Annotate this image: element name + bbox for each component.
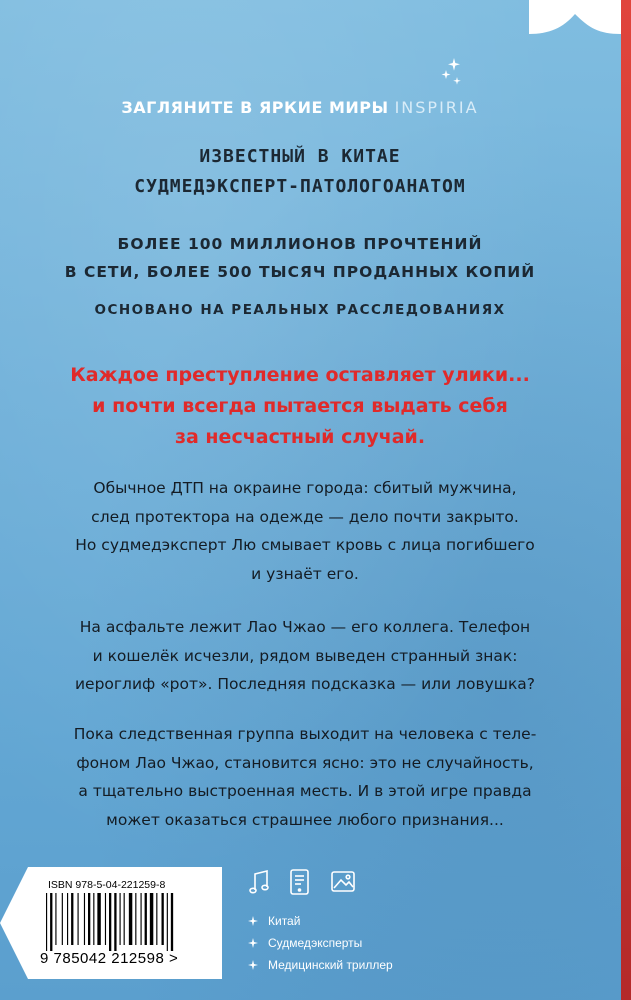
sales-stats: [0, 230, 600, 286]
author-headline: [0, 142, 600, 202]
barcode-bar: [167, 893, 168, 951]
barcode-bar: [55, 893, 56, 945]
barcode-bar: [78, 893, 79, 945]
barcode-bar: [84, 893, 85, 945]
barcode-bar: [135, 893, 136, 945]
sparkle-icon: [248, 960, 258, 970]
barcode-bar: [105, 893, 106, 945]
genre-tag: [248, 910, 393, 932]
barcode-bar: [120, 893, 121, 945]
synopsis-line: На асфальте лежит Лао Чжао — его коллега. Телефон: [79, 618, 531, 636]
synopsis-line: и узнаёт его.: [251, 564, 359, 583]
synopsis-line: а тщательно выстроенная месть. И в этой игре правда: [78, 782, 532, 800]
sparkle-icon: [248, 938, 258, 948]
barcode-bar: [109, 893, 111, 951]
barcode-bar: [145, 893, 147, 945]
based-on-real-events: ОСНОВАНО НА РЕАЛЬНЫХ РАССЛЕДОВАНИЯХ: [94, 302, 506, 318]
series-slogan: ЗАГЛЯНИТЕ В ЯРКИЕ МИРЫ: [121, 98, 389, 117]
genre-tag: [248, 932, 393, 954]
barcode-bar: [97, 893, 100, 945]
genre-tag-label: Китай: [268, 914, 301, 928]
barcode-bar: [88, 893, 90, 945]
genre-tags: [248, 910, 393, 976]
synopsis-line: Обычное ДТП на окраине города: сбитый мужчина,: [93, 479, 517, 497]
synopsis-line: иероглиф «рот». Последняя подсказка — или ловушка?: [74, 675, 536, 693]
red-edge-strip: [621, 0, 631, 1000]
synopsis-line: след протектора на одежде — дело почти закрыто.: [91, 507, 519, 526]
barcode-bar: [71, 893, 73, 945]
barcode-bar: [124, 893, 125, 945]
barcode-bar: [50, 893, 52, 951]
barcode: [44, 893, 204, 951]
genre-tag-label: Медицинский триллер: [268, 958, 393, 972]
bookmark-tab: [529, 0, 621, 34]
synopsis-line: фоном Лао Чжао, становится ясно: это не случайность,: [76, 753, 534, 772]
barcode-bar: [93, 893, 94, 945]
synopsis-line: может оказаться страшнее любого признания...: [106, 810, 504, 829]
barcode-bar: [46, 893, 47, 951]
tagline-line: и почти всегда пытается выдать себя: [92, 395, 508, 417]
image-icon: [332, 872, 354, 891]
synopsis-paragraph-1: [20, 474, 590, 588]
synopsis-line: Но судмедэксперт Лю смывает кровь с лица погибшего: [75, 536, 535, 554]
genre-tag: [248, 954, 393, 976]
genre-tag-label: Судмедэксперты: [268, 936, 363, 950]
tagline-line: за несчастный случай.: [174, 426, 426, 448]
barcode-bar: [156, 893, 157, 945]
barcode-bar: [162, 893, 164, 945]
headline-line: СУДМЕДЭКСПЕРТ-ПАТОЛОГОАНАТОМ: [134, 176, 466, 197]
barcode-bar: [150, 893, 153, 945]
synopsis-paragraph-2: [20, 613, 590, 699]
synopsis-paragraph-3: [20, 720, 590, 834]
barcode-bar: [129, 893, 132, 945]
publisher-series-line: [0, 98, 600, 117]
synopsis-line: Пока следственная группа выходит на человека с теле-: [73, 725, 537, 743]
red-tagline: [0, 360, 600, 453]
inspiria-logo: INSPIRIA: [394, 98, 479, 117]
isbn-text: ISBN 978-5-04-221259-8: [48, 879, 166, 891]
barcode-bar: [67, 893, 68, 945]
headline-line: ИЗВЕСТНЫЙ В КИТАЕ: [199, 146, 401, 167]
sparkle-stars-icon: [440, 58, 464, 88]
tagline-line: Каждое преступление оставляет улики...: [70, 364, 530, 386]
barcode-bar: [171, 893, 173, 951]
music-note-icon: [250, 871, 268, 893]
stats-line: БОЛЕЕ 100 МИЛЛИОНОВ ПРОЧТЕНИЙ: [117, 235, 483, 253]
format-icons: [248, 868, 366, 898]
sparkle-icon: [248, 916, 258, 926]
barcode-bar: [62, 893, 63, 945]
synopsis-line: и кошелёк исчезли, рядом выведен странный знак:: [92, 646, 518, 665]
barcode-bar: [114, 893, 116, 951]
barcode-number: 9 785042 212598 >: [40, 950, 179, 967]
ebook-icon: [291, 870, 308, 894]
stats-line: В СЕТИ, БОЛЕЕ 500 ТЫСЯЧ ПРОДАННЫХ КОПИЙ: [64, 263, 536, 281]
barcode-bar: [141, 893, 142, 945]
